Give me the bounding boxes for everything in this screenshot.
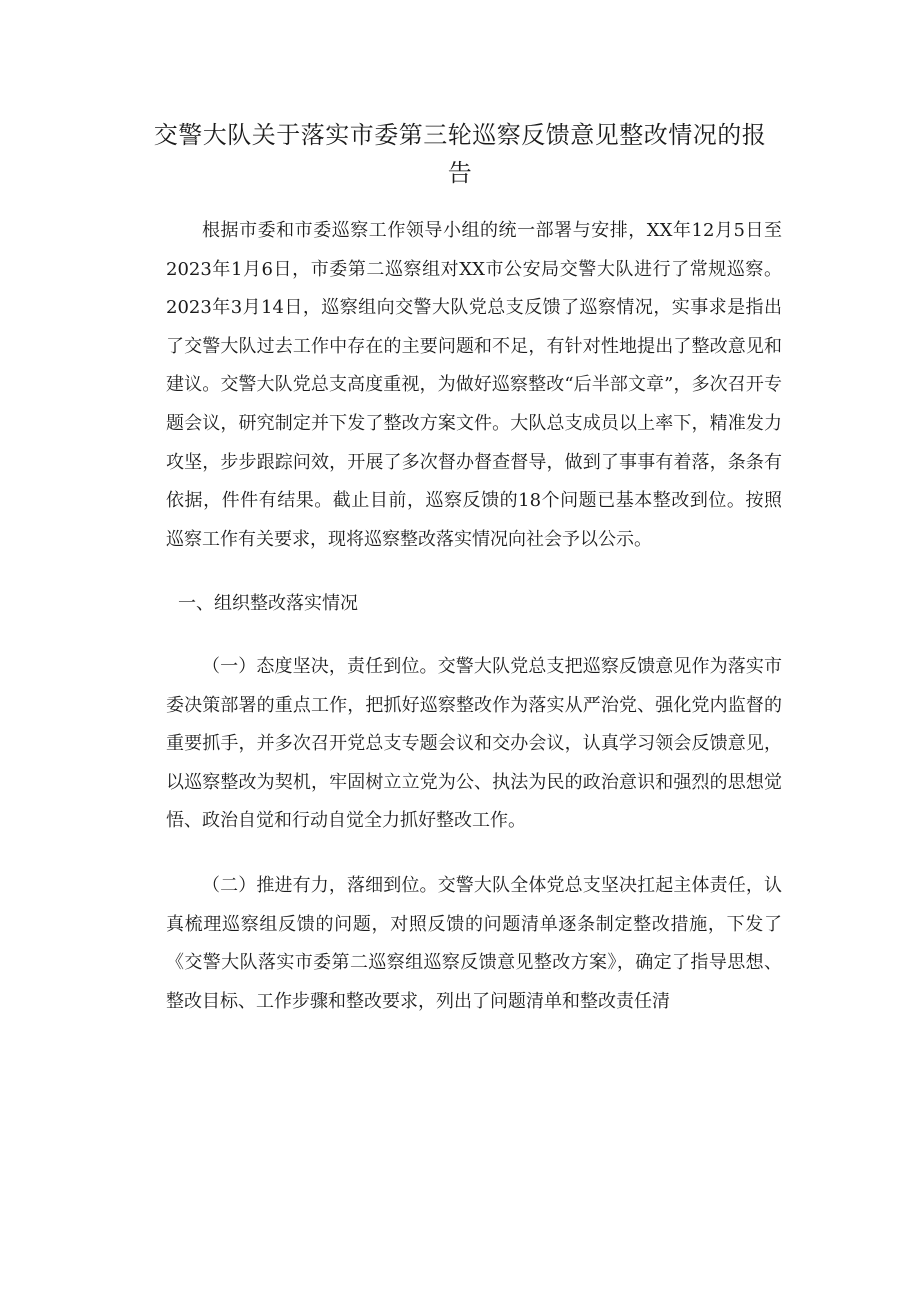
document-title-line1: 交警大队关于落实市委第三轮巡察反馈意见整改情况的报 (153, 121, 767, 149)
document-title-line2: 告 (447, 159, 473, 187)
body-paragraph-2: （二）推进有力，落细到位。交警大队全体党总支坚决扛起主体责任，认真梳理巡察组反馈的问题，对照反馈的问题清单逐条制定整改措施，下发了《交警大队落实市委第二巡察组巡察反馈意见整改方案》，确定了指导思想、整改目标、工作步骤和整改要求，列出了问题清单和整改责任清 (166, 874, 782, 1012)
section-heading: 一、组织整改落实情况 (178, 593, 358, 615)
body-paragraph-1: （一）态度坚决，责任到位。交警大队党总支把巡察反馈意见作为落实市委决策部署的重点工作，把抓好巡察整改作为落实从严治党、强化党内监督的重要抓手，并多次召开党总支专题会议和交办会议，认真学习领会反馈意见，以巡察整改为契机，牢固树立立党为公、执法为民的政治意识和强烈的思想觉悟、政治自觉和行动自觉全力抓好整改工作。 (166, 655, 782, 832)
document-body (166, 212, 782, 1021)
intro-paragraph: 根据市委和市委巡察工作领导小组的统一部署与安排，XX年12月5日至2023年1月6日，市委第二巡察组对XX市公安局交警大队进行了常规巡察。2023年3月14日，巡察组向交警大队党总支反馈了巡察情况，实事求是指出了交警大队过去工作中存在的主要问题和不足，有针对性地提出了整改意见和建议。交警大队党总支高度重视，为做好巡察整改“后半部文章”，多次召开专题会议，研究制定并下发了整改方案文件。大队总支成员以上率下，精准发力攻坚，步步跟踪问效，开展了多次督办督查督导，做到了事事有着落，条条有依据，件件有结果。截止目前，巡察反馈的18个问题已基本整改到位。按照巡察工作有关要求，现将巡察整改落实情况向社会予以公示。 (166, 220, 782, 550)
document-title (0, 116, 920, 192)
